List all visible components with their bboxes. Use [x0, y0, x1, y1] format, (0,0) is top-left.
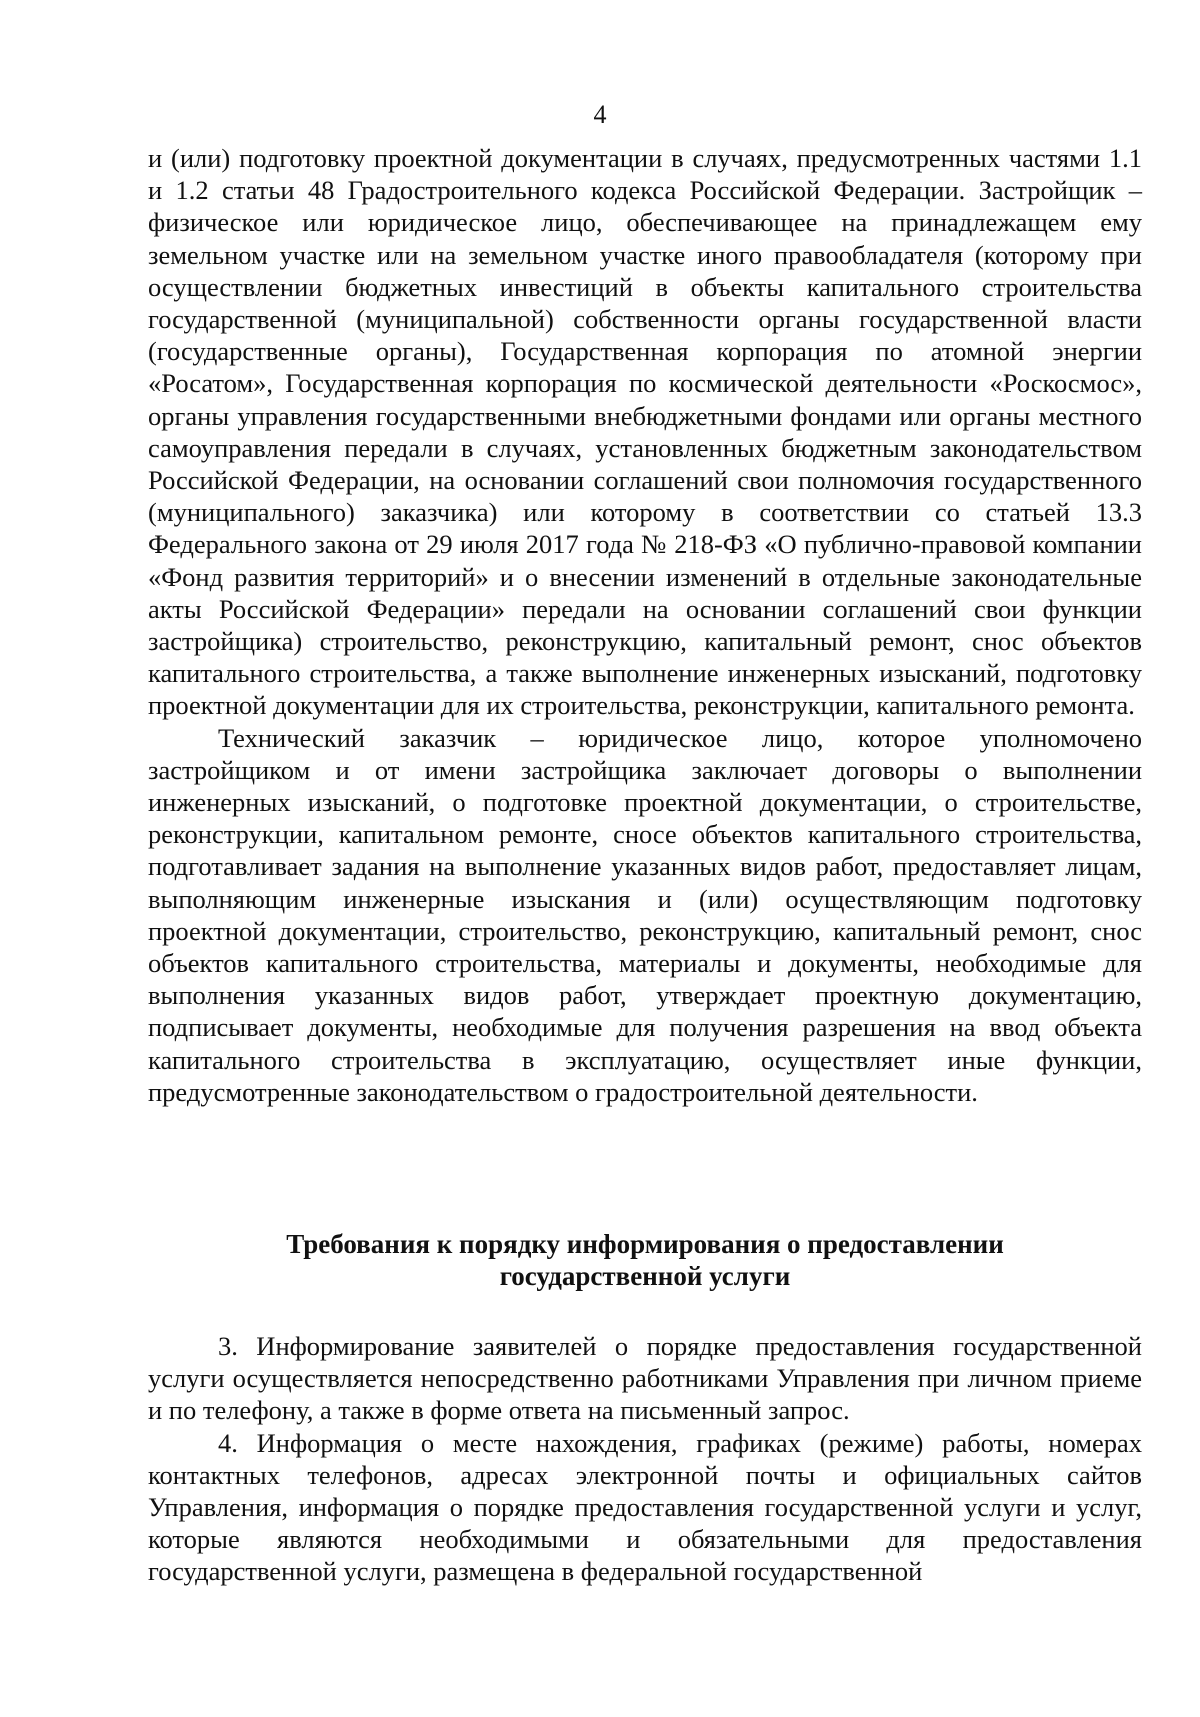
paragraph-developer-definition: и (или) подготовку проектной документации в случаях, предусмотренных частями 1.1 и 1.2 статьи 48 Градостроительного кодекса Российской Федерации. Застройщик – физическое или юридическое лицо, обеспечивающее на принадлежащем ему земельном участке или на земельном участке иного правообладателя (которому при осуществлении бюджетных инвестиций в объекты капитального строительства государственной (муниципальной) собственности органы государственной власти (государственные органы), Государственная корпорация по атомной энергии «Росатом», Государственная корпорация по космической деятельности «Роскосмос», органы управления государственными внебюджетными фондами или органы местного самоуправления передали в случаях, установленных бюджетным законодательством Российской Федерации, на основании соглашений свои полномочия государственного (муниципального) заказчика) или которому в соответствии со статьей 13.3 Федерального закона от 29 июля 2017 года № 218-ФЗ «О публично-правовой компании «Фонд развития территорий» и о внесении изменений в отдельные законодательные акты Российской Федерации» передали на основании соглашений свои функции застройщика) строительство, реконструкцию, капитальный ремонт, снос объектов капитального строительства, а также выполнение инженерных изысканий, подготовку проектной документации для их строительства, реконструкции, капитального ремонта.: [148, 143, 1142, 721]
section-heading-line-2: государственной услуги: [499, 1261, 791, 1291]
section-heading: [148, 1228, 1142, 1292]
section-heading-line-1: Требования к порядку информирования о предоставлении: [286, 1229, 1004, 1259]
body-text-bottom: [148, 1330, 1142, 1588]
paragraph-item-4: 4. Информация о месте нахождения, графиках (режиме) работы, номерах контактных телефонов, адресах электронной почты и официальных сайтов Управления, информация о порядке предоставления государственной услуги и услуг, которые являются необходимыми и обязательными для предоставления государственной услуги, размещена в федеральной государственной: [148, 1427, 1142, 1587]
page-number: 4: [593, 100, 607, 129]
paragraph-technical-customer-definition: Технический заказчик – юридическое лицо, которое уполномочено застройщиком и от имени застройщика заключает договоры о выполнении инженерных изысканий, о подготовке проектной документации, о строительстве, реконструкции, капитальном ремонте, сносе объектов капитального строительства, подготавливает задания на выполнение указанных видов работ, предоставляет лицам, выполняющим инженерные изыскания и (или) осуществляющим подготовку проектной документации, строительство, реконструкцию, капитальный ремонт, снос объектов капитального строительства, материалы и документы, необходимые для выполнения указанных видов работ, утверждает проектную документацию, подписывает документы, необходимые для получения разрешения на ввод объекта капитального строительства в эксплуатацию, осуществляет иные функции, предусмотренные законодательством о градостроительной деятельности.: [148, 722, 1142, 1107]
body-text-top: [148, 142, 1142, 1108]
paragraph-item-3: 3. Информирование заявителей о порядке предоставления государственной услуги осуществляется непосредственно работниками Управления при личном приеме и по телефону, а также в форме ответа на письменный запрос.: [148, 1331, 1142, 1426]
